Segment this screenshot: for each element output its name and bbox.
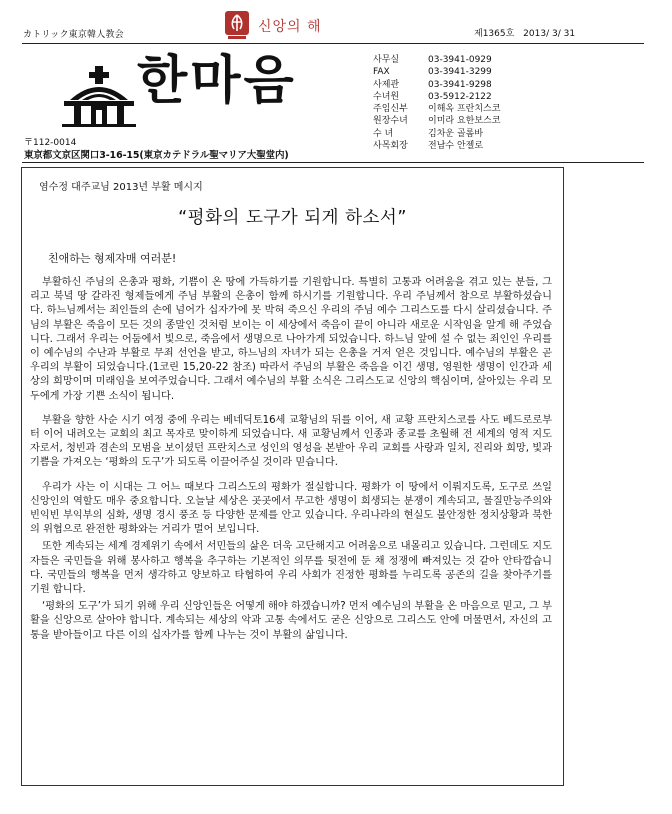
contact-label: 주임신부 <box>373 104 408 115</box>
contact-value: 03-5912-2122 <box>428 91 492 102</box>
year-of-faith-title: 신앙의 해 <box>258 19 322 35</box>
article-paragraph: 우리가 사는 이 시대는 그 어느 때보다 그리스도의 평화가 절실합니다. 평화가 이 땅에서 이뤄지도록, 도구로 쓰일 신앙인의 역할도 매우 중요합니다. 오늘날 세상은 곳곳에서 무고한 생명이 희생되는 분쟁이 계속되고, 물질만능주의와 빈익빈 부익부의 심화, 생명 경시 풍조 등 다양한 문제를 안고 있습니다. 우리나라의 현실도 불안정한 정치상황과 북한의 위협으로 완전한 평화와는 거리가 멀어 보입니다. <box>30 481 552 536</box>
contact-value: 전남수 안젤로 <box>428 141 484 152</box>
church-address: 東京都文京区関口3-16-15(東京カテドラル聖マリア大聖堂内) <box>24 150 289 161</box>
issue-number: 제1365호 <box>474 29 515 39</box>
contact-value: 이해옥 프란치스코 <box>428 104 501 115</box>
contact-label: 수 녀 <box>373 128 394 139</box>
contact-label: FAX <box>373 67 390 78</box>
contact-row <box>373 91 500 103</box>
article-paragraph: 부활을 향한 사순 시기 여정 중에 우리는 베네딕토16세 교황님의 뒤를 이어, 새 교황 프란치스코를 사도 베드로로부터 이어 내려오는 교회의 최고 목자로 맞이하게 되었습니다. 새 교황님께서 인종과 종교를 초월해 전 세계의 영적 지도자로서, 청빈과 겸손의 모범을 보이셨던 프란치스코 성인의 영성을 본받아 우리 교회를 사랑과 일치, 진리와 희망, 빛과 기쁨을 가져오는 ‘평화의 도구’가 되도록 이끌어주실 것이라 믿습니다. <box>30 414 552 469</box>
contact-row <box>373 115 500 127</box>
newsletter-title: 한마음 <box>137 51 297 111</box>
postal-code: 〒112-0014 <box>24 138 77 148</box>
contact-row <box>373 103 500 115</box>
contact-row <box>373 128 500 140</box>
contact-value: 03-3941-9298 <box>428 79 492 90</box>
easter-message-article <box>21 167 564 786</box>
contact-label: 수녀원 <box>373 91 400 102</box>
contact-value: 이미라 요한보스코 <box>428 116 501 127</box>
article-paragraph: 부활하신 주님의 은총과 평화, 기쁨이 온 땅에 가득하기를 기원합니다. 특별히 고통과 어려움을 겪고 있는 분들, 그리고 북녘 땅 갈라진 형제들에게 주님 부활의 은총이 함께 하시기를 기원합니다. 우리 주님께서 참으로 부활하셨습니다. 하느님께서는 죄인들의 손에 넘어가 십자가에 못 박혀 죽으신 우리의 주님 예수 그리스도를 다시 살리셨습니다. 주님의 부활은 죽음이 모든 것의 종말인 것처럼 보이는 이 세상에서 죽음이 끝이 아니라 새로운 시작임을 알게 해 주었습니다. 그래서 우리는 어둠에서 빛으로, 죽음에서 생명으로 나아가게 되었습니다. 하느님 앞에 설 수 없는 죄인인 우리를 이 예수님의 수난과 부활로 무죄 선언을 받고, 하느님의 자녀가 되는 은총을 거저 얻은 것입니다. 예수님의 부활은 곧 우리의 부활이 되었습니다.(1코린 15,20-22 참조) 따라서 주님의 부활은 죽음을 이긴 생명, 영원한 생명이 인간과 세상의 희망이며 미래임을 보여주었습니다. 그래서 예수님의 부활 소식은 그리스도교 신앙의 핵심이며, 살아있는 우리 모두에게 가장 기쁜 소식이 됩니다. <box>30 277 552 402</box>
contact-row <box>373 54 500 66</box>
article-subhead: 염수정 대주교님 2013년 부활 메시지 <box>39 182 203 193</box>
contact-label: 사목회장 <box>373 141 408 152</box>
contact-row <box>373 140 500 152</box>
address-divider <box>22 162 644 163</box>
contact-value: 03-3941-3299 <box>428 67 492 78</box>
top-divider <box>22 43 644 44</box>
contact-label: 사무실 <box>373 55 400 65</box>
article-headline: “평화의 도구가 되게 하소서” <box>178 208 407 228</box>
church-emblem-icon <box>60 64 138 128</box>
article-body <box>30 276 552 646</box>
contact-list <box>373 54 500 152</box>
church-name: カトリック東京韓人教会 <box>23 30 124 40</box>
contact-label: 원장수녀 <box>373 116 408 127</box>
article-paragraph: ‘평화의 도구’가 되기 위해 우리 신앙인들은 어떻게 해야 하겠습니까? 먼저 예수님의 부활을 온 마음으로 믿고, 그 부활을 신앙으로 살아야 합니다. 계속되는 세상의 악과 고통 속에서도 굳은 신앙으로 그리스도 안에 머물면서, 자신의 고통을 받아들이고 다른 이의 십자가를 함께 나누는 것이 부활의 삶입니다. <box>30 601 552 641</box>
issue-date: 2013/ 3/ 31 <box>523 29 576 39</box>
contact-row <box>373 66 500 78</box>
contact-value: 03-3941-0929 <box>428 55 492 65</box>
article-greeting: 친애하는 형제자매 여러분! <box>48 252 177 265</box>
year-of-faith-logo-icon <box>224 10 250 40</box>
contact-row <box>373 79 500 91</box>
contact-value: 김차운 골롬바 <box>428 128 484 139</box>
contact-label: 사제관 <box>373 79 400 90</box>
article-paragraph: 또한 계속되는 세계 경제위기 속에서 서민들의 삶은 더욱 고단해지고 어려움으로 내몰리고 있습니다. 그런데도 지도자들은 국민들을 위해 봉사하고 행복을 추구하는 기본적인 의무를 뒷전에 둔 채 정쟁에 빠져있는 것 같아 안타깝습니다. 국민들의 행복을 먼저 생각하고 양보하고 타협하여 우리 사회가 진정한 평화를 누리도록 공존의 길을 찾아주기를 기원 합니다. <box>30 541 552 596</box>
issue-info <box>474 26 581 39</box>
